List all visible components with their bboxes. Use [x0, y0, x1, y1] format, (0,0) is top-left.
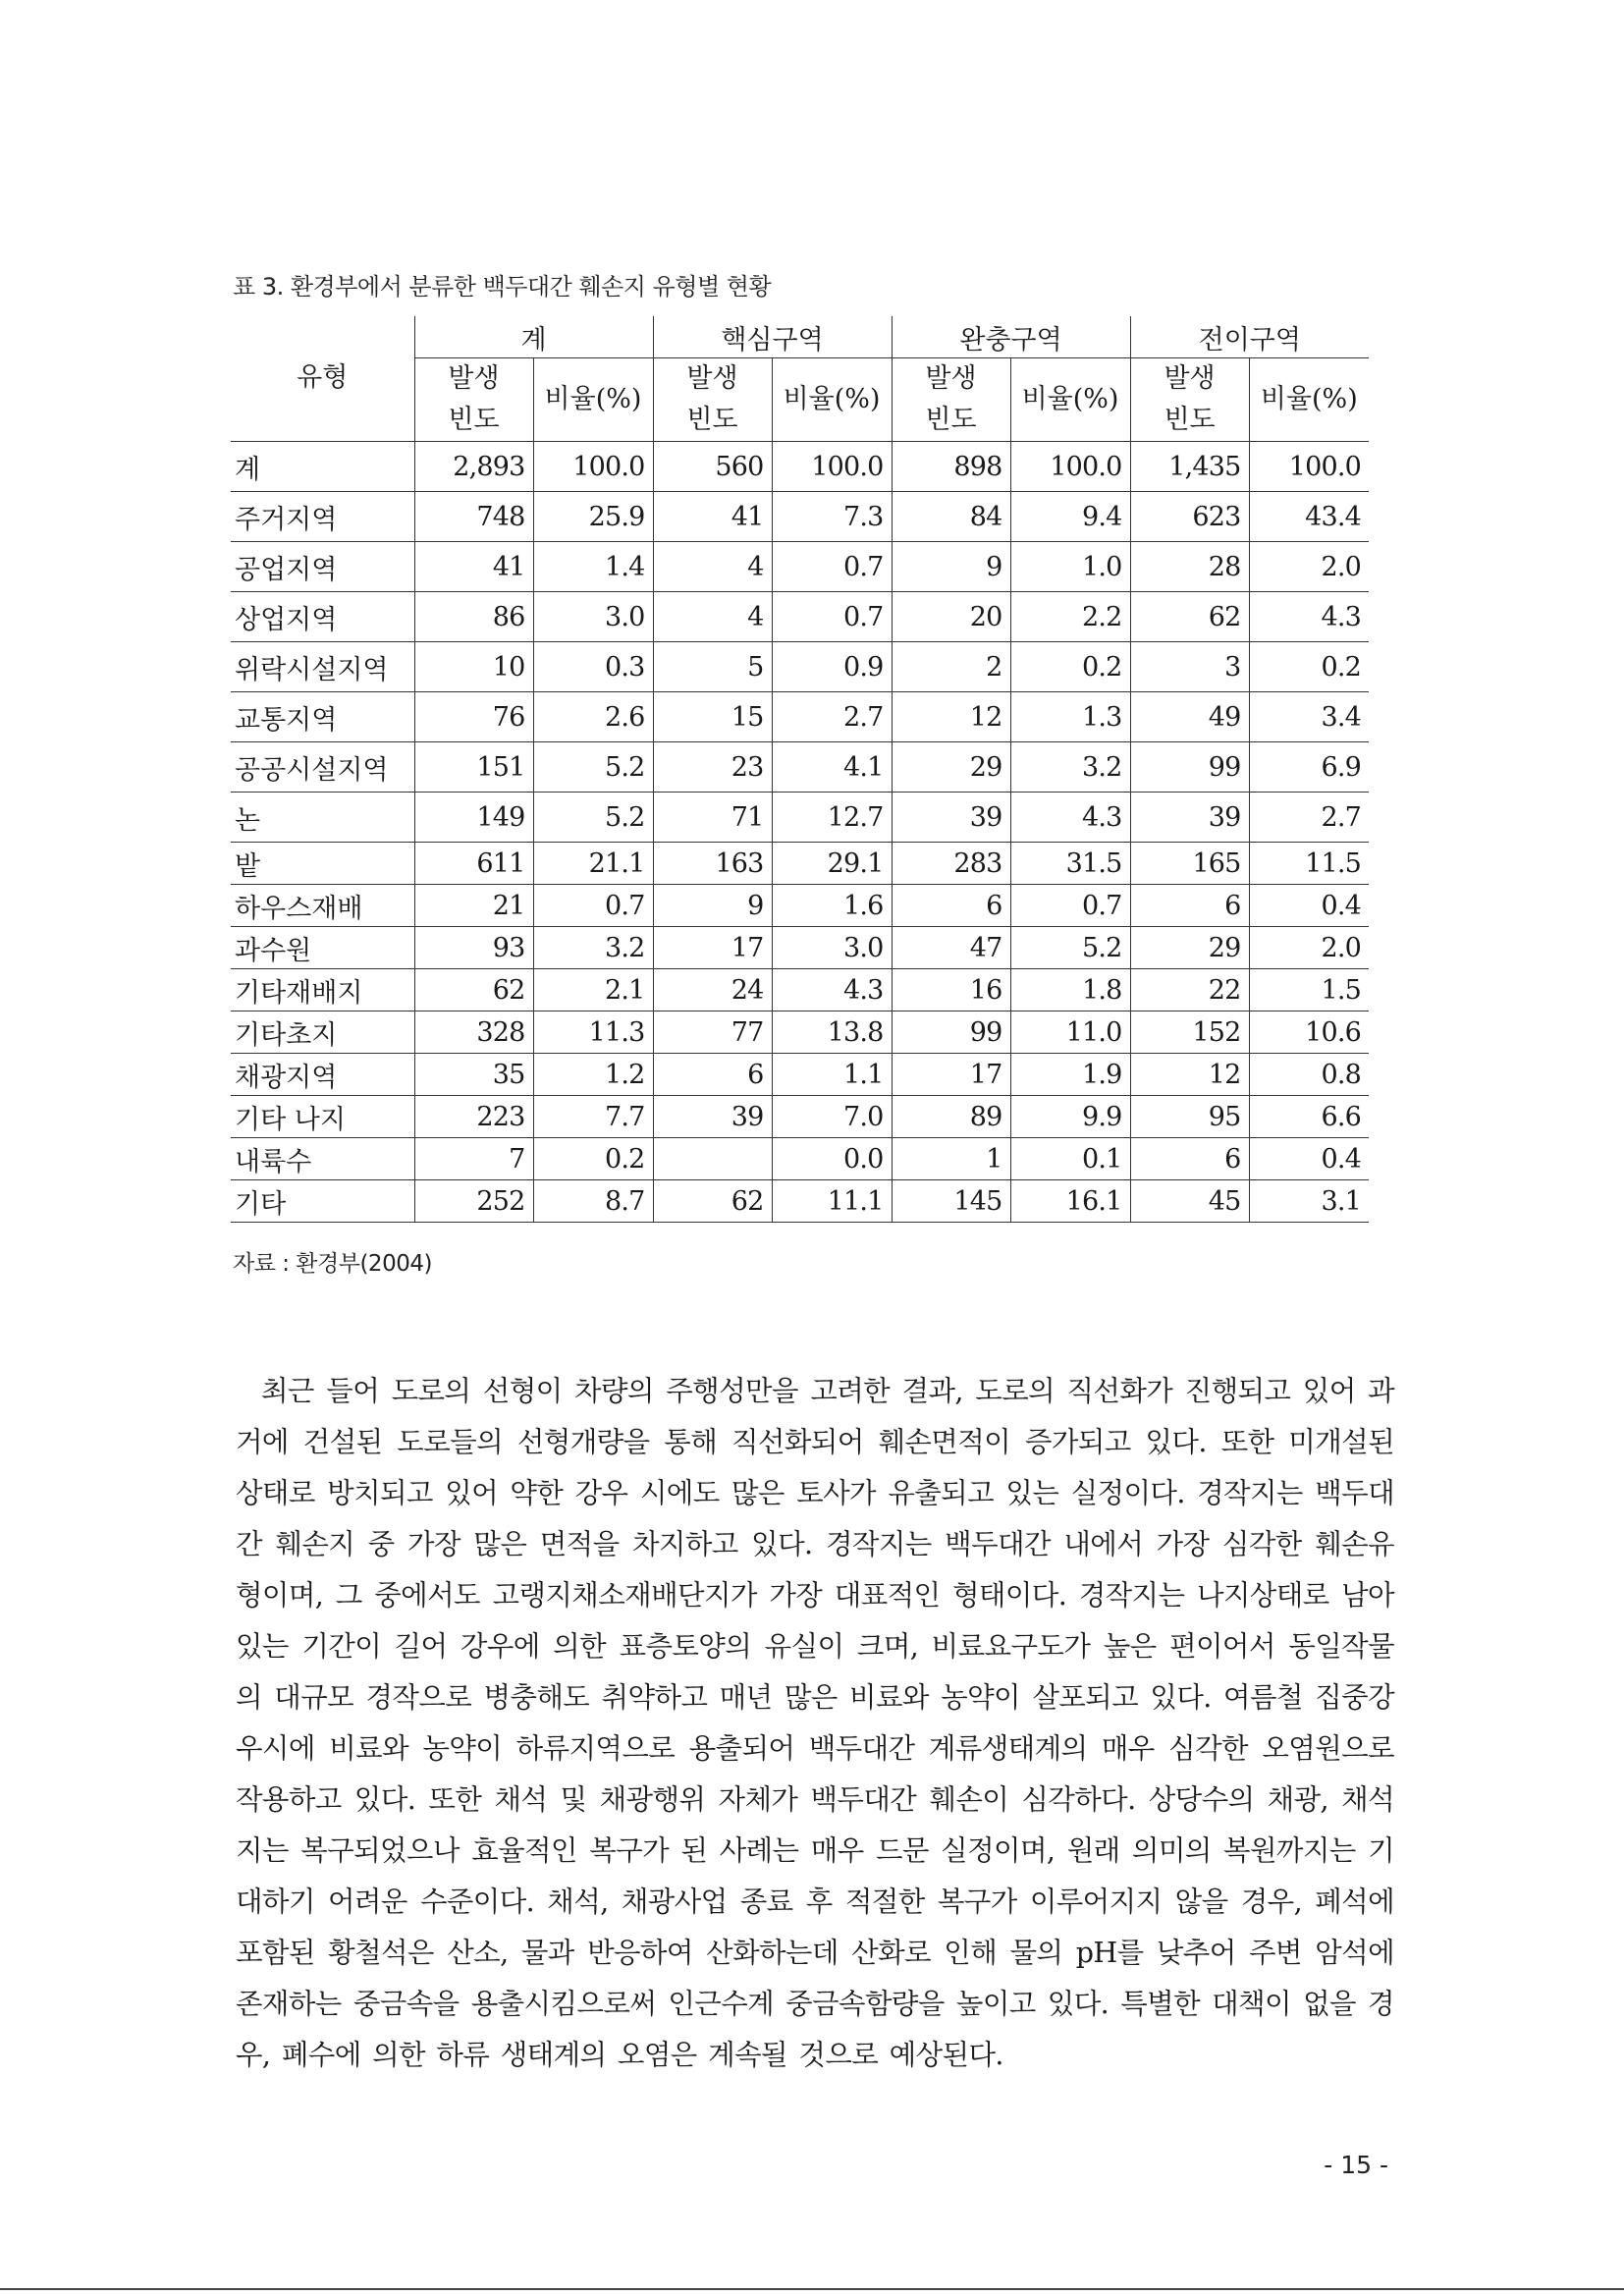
sub-header-frequency: 발생 빈도 [892, 358, 1010, 442]
row-label: 하우스재배 [231, 885, 414, 927]
frequency-cell: 28 [1130, 542, 1249, 592]
table-row [231, 692, 1369, 742]
ratio-cell: 5.2 [533, 793, 653, 843]
table-source-note: 자료 : 환경부(2004) [233, 1251, 432, 1277]
frequency-cell: 748 [414, 492, 533, 542]
frequency-cell: 611 [414, 843, 533, 885]
group-header-buffer: 완충구역 [892, 316, 1130, 358]
ratio-cell: 10.6 [1249, 1011, 1369, 1054]
page-bottom-rule [0, 2288, 1624, 2290]
ratio-cell: 100.0 [533, 442, 653, 492]
table-row [231, 843, 1369, 885]
ratio-cell: 1.6 [772, 885, 892, 927]
ratio-cell: 2.7 [772, 692, 892, 742]
frequency-cell: 39 [653, 1096, 772, 1138]
frequency-cell [653, 1138, 772, 1180]
frequency-cell: 560 [653, 442, 772, 492]
frequency-cell: 20 [892, 592, 1010, 642]
frequency-cell: 283 [892, 843, 1010, 885]
row-label: 공공시설지역 [231, 742, 414, 793]
ratio-cell: 1.9 [1010, 1054, 1130, 1096]
ratio-cell: 9.4 [1010, 492, 1130, 542]
table-row [231, 1011, 1369, 1054]
ratio-cell: 0.2 [1010, 642, 1130, 692]
ratio-cell: 2.2 [1010, 592, 1130, 642]
ratio-cell: 29.1 [772, 843, 892, 885]
frequency-cell: 12 [1130, 1054, 1249, 1096]
row-label: 내륙수 [231, 1138, 414, 1180]
type-column-header: 유형 [231, 316, 414, 442]
frequency-cell: 62 [653, 1180, 772, 1223]
ratio-cell: 1.4 [533, 542, 653, 592]
frequency-cell: 898 [892, 442, 1010, 492]
frequency-cell: 2,893 [414, 442, 533, 492]
ratio-cell: 0.7 [772, 592, 892, 642]
frequency-cell: 16 [892, 969, 1010, 1011]
frequency-cell: 24 [653, 969, 772, 1011]
frequency-cell: 6 [1130, 1138, 1249, 1180]
ratio-cell: 3.1 [1249, 1180, 1369, 1223]
row-label: 논 [231, 793, 414, 843]
ratio-cell: 0.4 [1249, 885, 1369, 927]
table-row [231, 1180, 1369, 1223]
ratio-cell: 0.7 [772, 542, 892, 592]
table-row [231, 793, 1369, 843]
frequency-cell: 5 [653, 642, 772, 692]
ratio-cell: 0.4 [1249, 1138, 1369, 1180]
table-row [231, 927, 1369, 969]
body-paragraph: 최근 들어 도로의 선형이 차량의 주행성만을 고려한 결과, 도로의 직선화가 진행되고 있어 과거에 건설된 도로들의 선형개량을 통해 직선화되어 훼손면적이 증가되고 있다. 또한 미개설된 상태로 방치되고 있어 약한 강우 시에도 많은 토사가 유출되고 있는 실정이다. 경작지는 백두대간 훼손지 중 가장 많은 면적을 차지하고 있다. 경작지는 백두대간 내에서 가장 심각한 훼손유형이며, 그 중에서도 고랭지채소재배단지가 가장 대표적인 형태이다. 경작지는 나지상태로 남아 있는 기간이 길어 강우에 의한 표층토양의 유실이 크며, 비료요구도가 높은 편이어서 동일작물의 대규모 경작으로 병충해도 취약하고 매년 많은 비료와 농약이 살포되고 있다. 여름철 집중강우시에 비료와 농약이 하류지역으로 용출되어 백두대간 계류생태계의 매우 심각한 오염원으로 작용하고 있다. 또한 채석 및 채광행위 자체가 백두대간 훼손이 심각하다. 상당수의 채광, 채석지는 복구되었으나 효율적인 복구가 된 사례는 매우 드문 실정이며, 원래 의미의 복원까지는 기대하기 어려운 수준이다. 채석, 채광사업 종료 후 적절한 복구가 이루어지지 않을 경우, 폐석에 포함된 황철석은 산소, 물과 반응하여 산화하는데 산화로 인해 물의 pH를 낮추어 주변 암석에 존재하는 중금속을 용출시킴으로써 인근수계 중금속함량을 높이고 있다. 특별한 대책이 없을 경우, 폐수에 의한 하류 생태계의 오염은 계속될 것으로 예상된다. [236, 1374, 1394, 2071]
ratio-cell: 0.0 [772, 1138, 892, 1180]
frequency-cell: 45 [1130, 1180, 1249, 1223]
ratio-cell: 7.0 [772, 1096, 892, 1138]
group-header-transition: 전이구역 [1130, 316, 1369, 358]
ratio-cell: 5.2 [1010, 927, 1130, 969]
row-label: 채광지역 [231, 1054, 414, 1096]
table-row [231, 1096, 1369, 1138]
row-label: 기타 [231, 1180, 414, 1223]
ratio-cell: 3.2 [1010, 742, 1130, 793]
ratio-cell: 100.0 [772, 442, 892, 492]
frequency-cell: 152 [1130, 1011, 1249, 1054]
ratio-cell: 1.3 [1010, 692, 1130, 742]
ratio-cell: 7.3 [772, 492, 892, 542]
sub-header-ratio: 비율(%) [533, 358, 653, 442]
sub-header-ratio: 비율(%) [1010, 358, 1130, 442]
table-row [231, 1138, 1369, 1180]
sub-header-ratio: 비율(%) [772, 358, 892, 442]
table-row [231, 742, 1369, 793]
ratio-cell: 0.7 [1010, 885, 1130, 927]
frequency-cell: 21 [414, 885, 533, 927]
frequency-cell: 149 [414, 793, 533, 843]
frequency-cell: 39 [892, 793, 1010, 843]
ratio-cell: 25.9 [533, 492, 653, 542]
ratio-cell: 6.6 [1249, 1096, 1369, 1138]
sub-header-frequency: 발생 빈도 [1130, 358, 1249, 442]
frequency-cell: 35 [414, 1054, 533, 1096]
ratio-cell: 3.0 [533, 592, 653, 642]
ratio-cell: 0.8 [1249, 1054, 1369, 1096]
table-body [231, 442, 1369, 1223]
ratio-cell: 3.2 [533, 927, 653, 969]
frequency-cell: 86 [414, 592, 533, 642]
frequency-cell: 23 [653, 742, 772, 793]
table-group-header-row [231, 316, 1369, 358]
ratio-cell: 4.3 [1249, 592, 1369, 642]
frequency-cell: 62 [414, 969, 533, 1011]
frequency-cell: 29 [1130, 927, 1249, 969]
ratio-cell: 0.7 [533, 885, 653, 927]
ratio-cell: 0.1 [1010, 1138, 1130, 1180]
table-caption: 표 3. 환경부에서 분류한 백두대간 훼손지 유형별 현황 [233, 273, 772, 301]
frequency-cell: 15 [653, 692, 772, 742]
ratio-cell: 1.2 [533, 1054, 653, 1096]
ratio-cell: 100.0 [1249, 442, 1369, 492]
row-label: 주거지역 [231, 492, 414, 542]
table-row [231, 592, 1369, 642]
frequency-cell: 76 [414, 692, 533, 742]
ratio-cell: 2.1 [533, 969, 653, 1011]
ratio-cell: 1.1 [772, 1054, 892, 1096]
frequency-cell: 49 [1130, 692, 1249, 742]
frequency-cell: 62 [1130, 592, 1249, 642]
ratio-cell: 21.1 [533, 843, 653, 885]
frequency-cell: 145 [892, 1180, 1010, 1223]
ratio-cell: 4.1 [772, 742, 892, 793]
frequency-cell: 4 [653, 592, 772, 642]
row-label: 기타재배지 [231, 969, 414, 1011]
sub-header-ratio: 비율(%) [1249, 358, 1369, 442]
frequency-cell: 10 [414, 642, 533, 692]
ratio-cell: 2.6 [533, 692, 653, 742]
ratio-cell: 11.5 [1249, 843, 1369, 885]
ratio-cell: 11.3 [533, 1011, 653, 1054]
ratio-cell: 0.3 [533, 642, 653, 692]
frequency-cell: 71 [653, 793, 772, 843]
frequency-cell: 9 [892, 542, 1010, 592]
table-row [231, 542, 1369, 592]
row-label: 상업지역 [231, 592, 414, 642]
frequency-cell: 41 [653, 492, 772, 542]
ratio-cell: 16.1 [1010, 1180, 1130, 1223]
table-row [231, 492, 1369, 542]
frequency-cell: 623 [1130, 492, 1249, 542]
row-label: 교통지역 [231, 692, 414, 742]
row-label: 기타 나지 [231, 1096, 414, 1138]
frequency-cell: 12 [892, 692, 1010, 742]
ratio-cell: 0.9 [772, 642, 892, 692]
frequency-cell: 223 [414, 1096, 533, 1138]
frequency-cell: 4 [653, 542, 772, 592]
row-label: 계 [231, 442, 414, 492]
frequency-cell: 47 [892, 927, 1010, 969]
table-row [231, 642, 1369, 692]
ratio-cell: 9.9 [1010, 1096, 1130, 1138]
ratio-cell: 0.2 [1249, 642, 1369, 692]
ratio-cell: 3.0 [772, 927, 892, 969]
frequency-cell: 17 [892, 1054, 1010, 1096]
damage-type-table [231, 316, 1369, 1223]
ratio-cell: 7.7 [533, 1096, 653, 1138]
ratio-cell: 5.2 [533, 742, 653, 793]
table-row [231, 1054, 1369, 1096]
table-row [231, 442, 1369, 492]
frequency-cell: 41 [414, 542, 533, 592]
frequency-cell: 151 [414, 742, 533, 793]
frequency-cell: 7 [414, 1138, 533, 1180]
row-label: 기타초지 [231, 1011, 414, 1054]
frequency-cell: 99 [1130, 742, 1249, 793]
row-label: 공업지역 [231, 542, 414, 592]
ratio-cell: 13.8 [772, 1011, 892, 1054]
ratio-cell: 1.8 [1010, 969, 1130, 1011]
ratio-cell: 100.0 [1010, 442, 1130, 492]
frequency-cell: 1,435 [1130, 442, 1249, 492]
row-label: 밭 [231, 843, 414, 885]
frequency-cell: 89 [892, 1096, 1010, 1138]
ratio-cell: 11.0 [1010, 1011, 1130, 1054]
sub-header-frequency: 발생 빈도 [653, 358, 772, 442]
table-row [231, 885, 1369, 927]
frequency-cell: 6 [1130, 885, 1249, 927]
frequency-cell: 22 [1130, 969, 1249, 1011]
frequency-cell: 29 [892, 742, 1010, 793]
frequency-cell: 99 [892, 1011, 1010, 1054]
ratio-cell: 8.7 [533, 1180, 653, 1223]
frequency-cell: 2 [892, 642, 1010, 692]
frequency-cell: 9 [653, 885, 772, 927]
frequency-cell: 95 [1130, 1096, 1249, 1138]
ratio-cell: 43.4 [1249, 492, 1369, 542]
page-number: - 15 - [1324, 2151, 1388, 2179]
ratio-cell: 0.2 [533, 1138, 653, 1180]
ratio-cell: 2.0 [1249, 927, 1369, 969]
frequency-cell: 3 [1130, 642, 1249, 692]
frequency-cell: 252 [414, 1180, 533, 1223]
group-header-core: 핵심구역 [653, 316, 892, 358]
ratio-cell: 1.5 [1249, 969, 1369, 1011]
frequency-cell: 163 [653, 843, 772, 885]
ratio-cell: 4.3 [772, 969, 892, 1011]
ratio-cell: 6.9 [1249, 742, 1369, 793]
ratio-cell: 2.0 [1249, 542, 1369, 592]
frequency-cell: 1 [892, 1138, 1010, 1180]
ratio-cell: 4.3 [1010, 793, 1130, 843]
row-label: 과수원 [231, 927, 414, 969]
ratio-cell: 12.7 [772, 793, 892, 843]
frequency-cell: 6 [653, 1054, 772, 1096]
group-header-total: 계 [414, 316, 653, 358]
frequency-cell: 39 [1130, 793, 1249, 843]
frequency-cell: 165 [1130, 843, 1249, 885]
frequency-cell: 328 [414, 1011, 533, 1054]
ratio-cell: 31.5 [1010, 843, 1130, 885]
table-row [231, 969, 1369, 1011]
frequency-cell: 84 [892, 492, 1010, 542]
frequency-cell: 6 [892, 885, 1010, 927]
sub-header-frequency: 발생 빈도 [414, 358, 533, 442]
ratio-cell: 11.1 [772, 1180, 892, 1223]
frequency-cell: 77 [653, 1011, 772, 1054]
frequency-cell: 17 [653, 927, 772, 969]
ratio-cell: 1.0 [1010, 542, 1130, 592]
ratio-cell: 2.7 [1249, 793, 1369, 843]
ratio-cell: 3.4 [1249, 692, 1369, 742]
row-label: 위락시설지역 [231, 642, 414, 692]
frequency-cell: 93 [414, 927, 533, 969]
